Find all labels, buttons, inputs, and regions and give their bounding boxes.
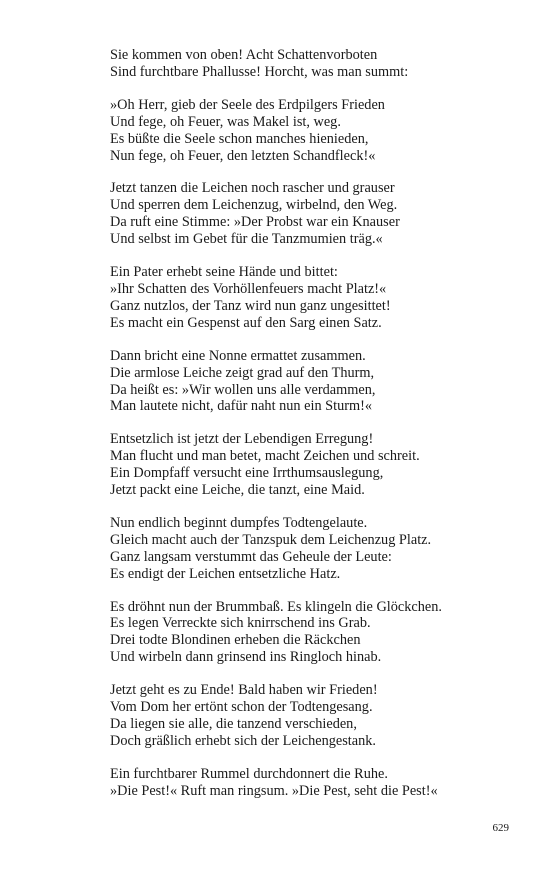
verse-line: Jetzt geht es zu Ende! Bald haben wir Frieden!: [110, 682, 378, 699]
stanza-2: [110, 97, 530, 165]
verse-line: Entsetzlich ist jetzt der Lebendigen Erregung!: [110, 431, 374, 448]
verse-line: Sie kommen von oben! Acht Schattenvorboten: [110, 47, 378, 63]
verse-line: Da liegen sie alle, die tanzend verschieden,: [110, 716, 357, 732]
verse-line: »Die Pest!« Ruft man ringsum. »Die Pest, seht die Pest!«: [110, 782, 438, 799]
verse-line: Da ruft eine Stimme: »Der Probst war ein Knauser: [110, 214, 400, 231]
verse-line: »Ihr Schatten des Vorhöllenfeuers macht Platz!«: [110, 280, 387, 297]
verse-line: Und selbst im Gebet für die Tanzmumien träg.«: [110, 231, 383, 248]
verse-line: Und fege, oh Feuer, was Makel ist, weg.: [110, 113, 341, 130]
stanza-7: [110, 515, 530, 583]
stanza-8: [110, 599, 530, 667]
stanza-4: [110, 264, 530, 332]
verse-line: Drei todte Blondinen erheben die Räckchen: [110, 632, 361, 649]
verse-line: Man lautete nicht, dafür naht nun ein Sturm!«: [110, 398, 373, 415]
stanza-3: [110, 180, 530, 248]
verse-line: Es legen Verreckte sich knirrschend ins Grab.: [110, 615, 371, 632]
verse-line: Ganz nutzlos, der Tanz wird nun ganz ungesittet!: [110, 297, 391, 314]
poem-body: [110, 47, 530, 816]
page-number: 629: [492, 822, 509, 834]
stanza-5: [110, 348, 530, 416]
stanza-1: [110, 47, 530, 81]
verse-line: Nun fege, oh Feuer, den letzten Schandfleck!«: [110, 147, 376, 164]
verse-line: Und wirbeln dann grinsend ins Ringloch hinab.: [110, 649, 382, 666]
verse-line: Da heißt es: »Wir wollen uns alle verdammen,: [110, 381, 376, 398]
verse-line: Ein Pater erhebt seine Hände und bittet:: [110, 264, 338, 281]
verse-line: Es büßte die Seele schon manches hienieden,: [110, 130, 369, 147]
verse-line: Es dröhnt nun der Brummbaß. Es klingeln die Glöckchen.: [110, 598, 442, 615]
verse-line: Jetzt packt eine Leiche, die tanzt, eine Maid.: [110, 482, 365, 499]
verse-line: »Oh Herr, gieb der Seele des Erdpilgers Frieden: [110, 96, 385, 113]
verse-line: Dann bricht eine Nonne ermattet zusammen.: [110, 347, 366, 364]
verse-line: Doch gräßlich erhebt sich der Leichengestank.: [110, 732, 376, 749]
verse-line: Sind furchtbare Phallusse! Horcht, was man summt:: [110, 63, 409, 80]
stanza-6: [110, 431, 530, 499]
verse-line: Man flucht und man betet, macht Zeichen und schreit.: [110, 448, 420, 465]
verse-line: Und sperren dem Leichenzug, wirbelnd, den Weg.: [110, 197, 398, 214]
verse-line: Ein Dompfaff versucht eine Irrthumsauslegung,: [110, 465, 384, 482]
verse-line: Vom Dom her ertönt schon der Todtengesang.: [110, 699, 373, 716]
verse-line: Die armlose Leiche zeigt grad auf den Thurm,: [110, 364, 375, 381]
verse-line: Jetzt tanzen die Leichen noch rascher und grauser: [110, 180, 395, 197]
verse-line: Es macht ein Gespenst auf den Sarg einen Satz.: [110, 314, 382, 331]
verse-line: Nun endlich beginnt dumpfes Todtengelaute.: [110, 514, 368, 531]
verse-line: Es endigt der Leichen entsetzliche Hatz.: [110, 565, 341, 582]
verse-line: Gleich macht auch der Tanzspuk dem Leichenzug Platz.: [110, 531, 432, 548]
verse-line: Ganz langsam verstummt das Geheule der Leute:: [110, 548, 392, 565]
stanza-10: [110, 766, 530, 800]
verse-line: Ein furchtbarer Rummel durchdonnert die Ruhe.: [110, 765, 388, 782]
stanza-9: [110, 682, 530, 750]
